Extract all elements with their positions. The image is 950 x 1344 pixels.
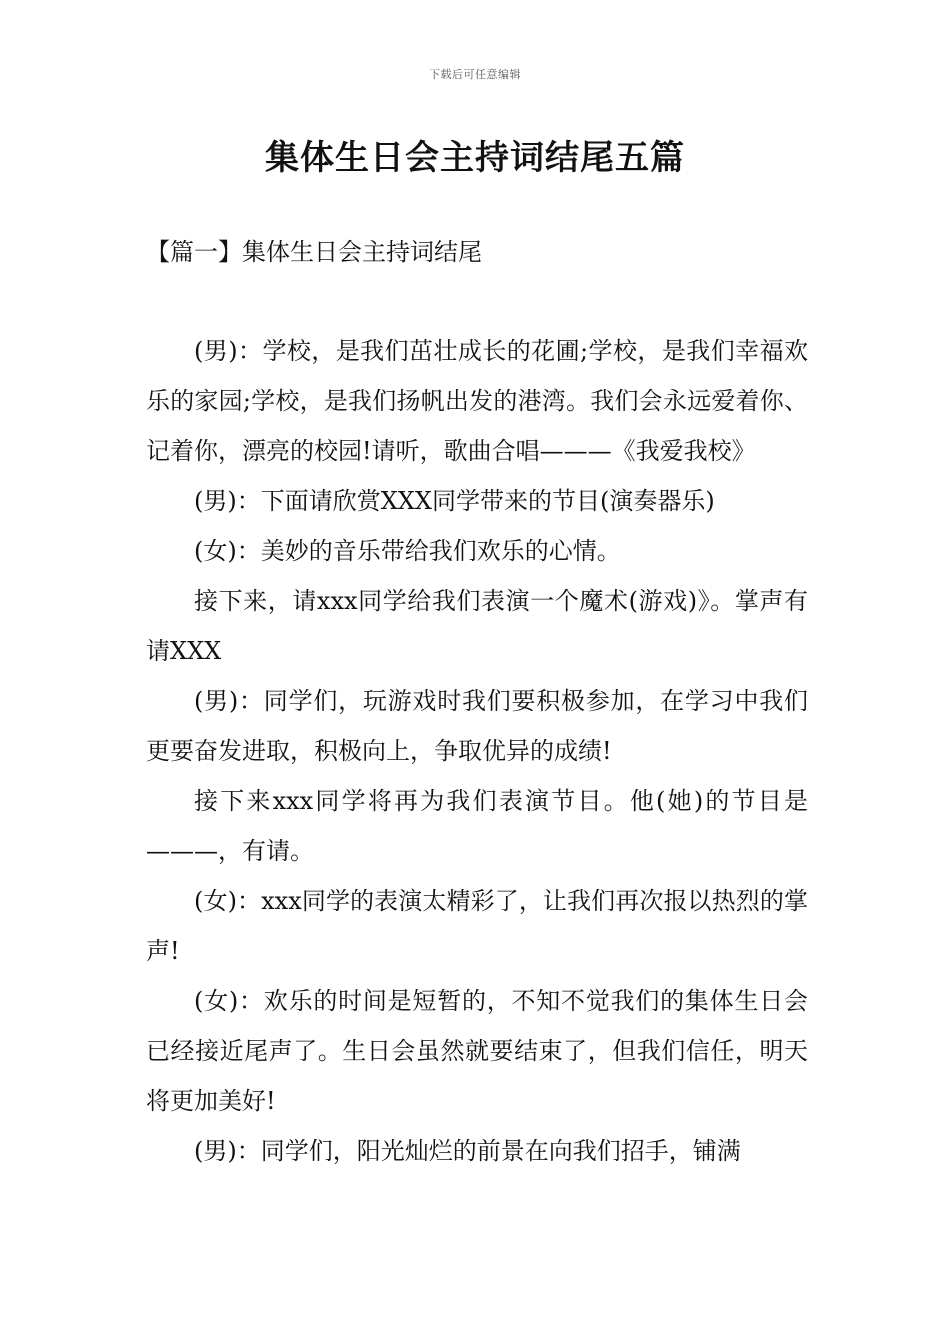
paragraph: (女)：美妙的音乐带给我们欢乐的心情。 bbox=[194, 537, 621, 565]
document-body bbox=[146, 326, 808, 1176]
paragraph: 接下来，请xxx同学给我们表演一个魔术(游戏)》。掌声有请XXX bbox=[146, 587, 808, 665]
paragraph: (女)：xxx同学的表演太精彩了，让我们再次报以热烈的掌声! bbox=[146, 887, 808, 965]
paragraph: (男)：下面请欣赏XXX同学带来的节目(演奏器乐) bbox=[194, 487, 715, 515]
paragraph: (男)：学校，是我们茁壮成长的花圃;学校，是我们幸福欢乐的家园;学校，是我们扬帆出发的港湾。我们会永远爱着你、记着你，漂亮的校园!请听，歌曲合唱———《我爱我校》 bbox=[146, 337, 808, 465]
paragraph: (女)：欢乐的时间是短暂的，不知不觉我们的集体生日会已经接近尾声了。生日会虽然就要结束了，但我们信任，明天将更加美好! bbox=[146, 987, 808, 1115]
paragraph: (男)：同学们，玩游戏时我们要积极参加，在学习中我们更要奋发进取，积极向上，争取优异的成绩! bbox=[146, 687, 808, 765]
page-title: 集体生日会主持词结尾五篇 bbox=[265, 138, 685, 178]
paragraph: (男)：同学们，阳光灿烂的前景在向我们招手，铺满 bbox=[194, 1137, 741, 1165]
section-heading: 【篇一】集体生日会主持词结尾 bbox=[146, 238, 482, 266]
paragraph: 接下来xxx同学将再为我们表演节目。他(她)的节目是———，有请。 bbox=[146, 787, 808, 865]
header-note: 下载后可任意编辑 bbox=[429, 68, 521, 81]
